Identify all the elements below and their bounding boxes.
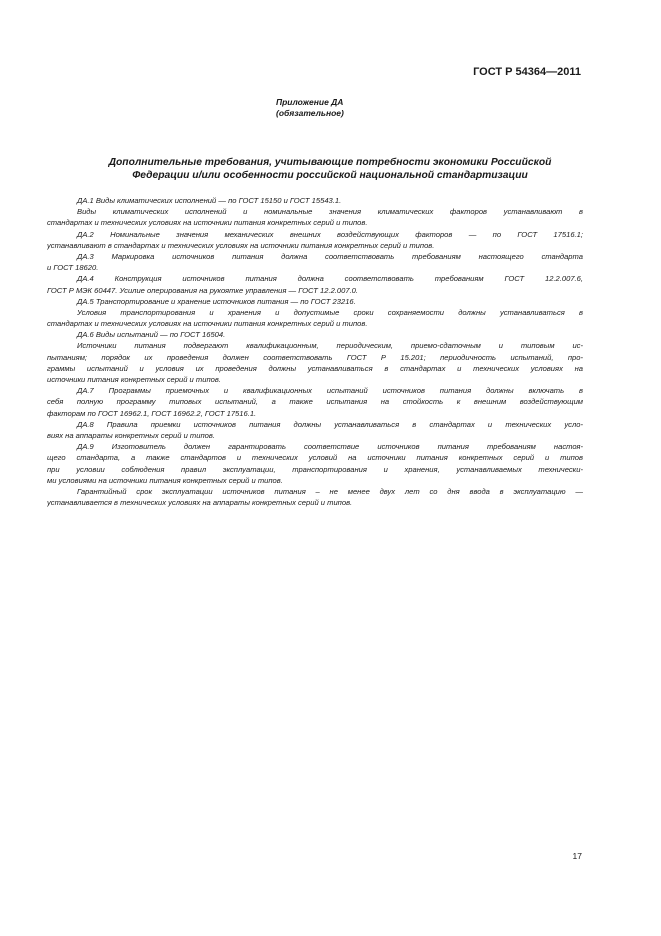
body-line: ДА.9 Изготовитель должен гарантировать соответствие источников питания требованиям настоя- <box>77 442 583 452</box>
section-title <box>50 156 610 182</box>
body-line: при условии соблюдения правил эксплуатации, транспортирования и хранения, устанавливаемых технически- <box>47 464 583 474</box>
body-line: Виды климатических исполнений и номинальные значения климатических факторов устанавливают в <box>77 207 583 217</box>
body-text <box>47 195 583 508</box>
body-line: Источники питания подвергают квалификационным, периодическим, приемо-сдаточным и типовым ис- <box>77 341 583 351</box>
body-line: ДА.4 Конструкция источников питания должна соответствовать требованиям ГОСТ 12.2.007.6, <box>77 274 583 284</box>
body-line: пытаниям; порядок их проведения должен соответствовать ГОСТ Р 15.201; периодичность испытаний, про- <box>47 352 583 362</box>
body-line: стандартах и технических условиях на источники питания конкретных серий и типов. <box>47 319 368 329</box>
body-line: факторам по ГОСТ 16962.1, ГОСТ 16962.2, ГОСТ 17516.1. <box>47 408 257 418</box>
body-line: ДА.6 Виды испытаний — по ГОСТ 16504. <box>77 330 226 340</box>
section-title-line-1: Дополнительные требования, учитывающие потребности экономики Российской <box>108 157 552 168</box>
body-line: стандартах и технических условиях на источники питания конкретных серий и типов. <box>47 218 368 228</box>
body-line: ГОСТ Р МЭК 60447. Усилие оперирования на рукоятке управления — ГОСТ 12.2.007.0. <box>47 285 359 295</box>
body-line: граммы испытаний и условия их проведения должны устанавливаться в стандартах и технических условиях на <box>47 363 583 373</box>
body-line: Гарантийный срок эксплуатации источников питания – не менее двух лет со дня ввода в эксплуатацию — <box>77 486 583 496</box>
section-title-line-2: Федерации и/или особенности российской национальной стандартизации <box>132 170 528 181</box>
document-number: ГОСТ Р 54364—2011 <box>473 66 581 78</box>
body-line: ДА.1 Виды климатических исполнений — по ГОСТ 15150 и ГОСТ 15543.1. <box>77 196 342 205</box>
annex-title: Приложение ДА <box>276 97 344 107</box>
body-line: ДА.7 Программы приемочных и квалификационных испытаний источников питания должны включать в <box>77 386 583 396</box>
body-line: ми условиями на источники питания конкретных серий и типов. <box>47 475 283 485</box>
body-line: ДА.5 Транспортирование и хранение источников питания — по ГОСТ 23216. <box>77 296 356 306</box>
body-line: себя полную программу типовых испытаний, а также испытания на стойкость к внешним воздействующим <box>47 397 583 407</box>
body-line: источники питания конкретных серий и типов. <box>47 375 221 384</box>
body-line: и ГОСТ 18620. <box>47 263 99 273</box>
annex-heading <box>276 97 344 119</box>
body-line: виях на аппараты конкретных серий и типов. <box>47 430 215 440</box>
body-line: ДА.2 Номинальные значения механических внешних воздействующих факторов — по ГОСТ 17516.1; <box>77 229 583 239</box>
body-line: щего стандарта, а также стандартов и технических условий на источники питания конкретных серий и типов <box>47 453 583 463</box>
body-line: устанавливают в стандартах и технических условиях на источники питания конкретных серий и типов. <box>47 240 435 250</box>
page-number: 17 <box>572 851 582 861</box>
body-line: Условия транспортирования и хранения и допустимые сроки сохраняемости должны устанавливаться в <box>77 307 583 317</box>
body-line: ДА.3 Маркировка источников питания должна соответствовать требованиям настоящего стандарта <box>77 251 583 261</box>
body-line: ДА.8 Правила приемки источников питания должны устанавливаться в стандартах и технических усло- <box>77 419 583 429</box>
annex-status: (обязательное) <box>276 108 344 118</box>
body-line: устанавливается в технических условиях на аппараты конкретных серий и типов. <box>47 498 353 508</box>
